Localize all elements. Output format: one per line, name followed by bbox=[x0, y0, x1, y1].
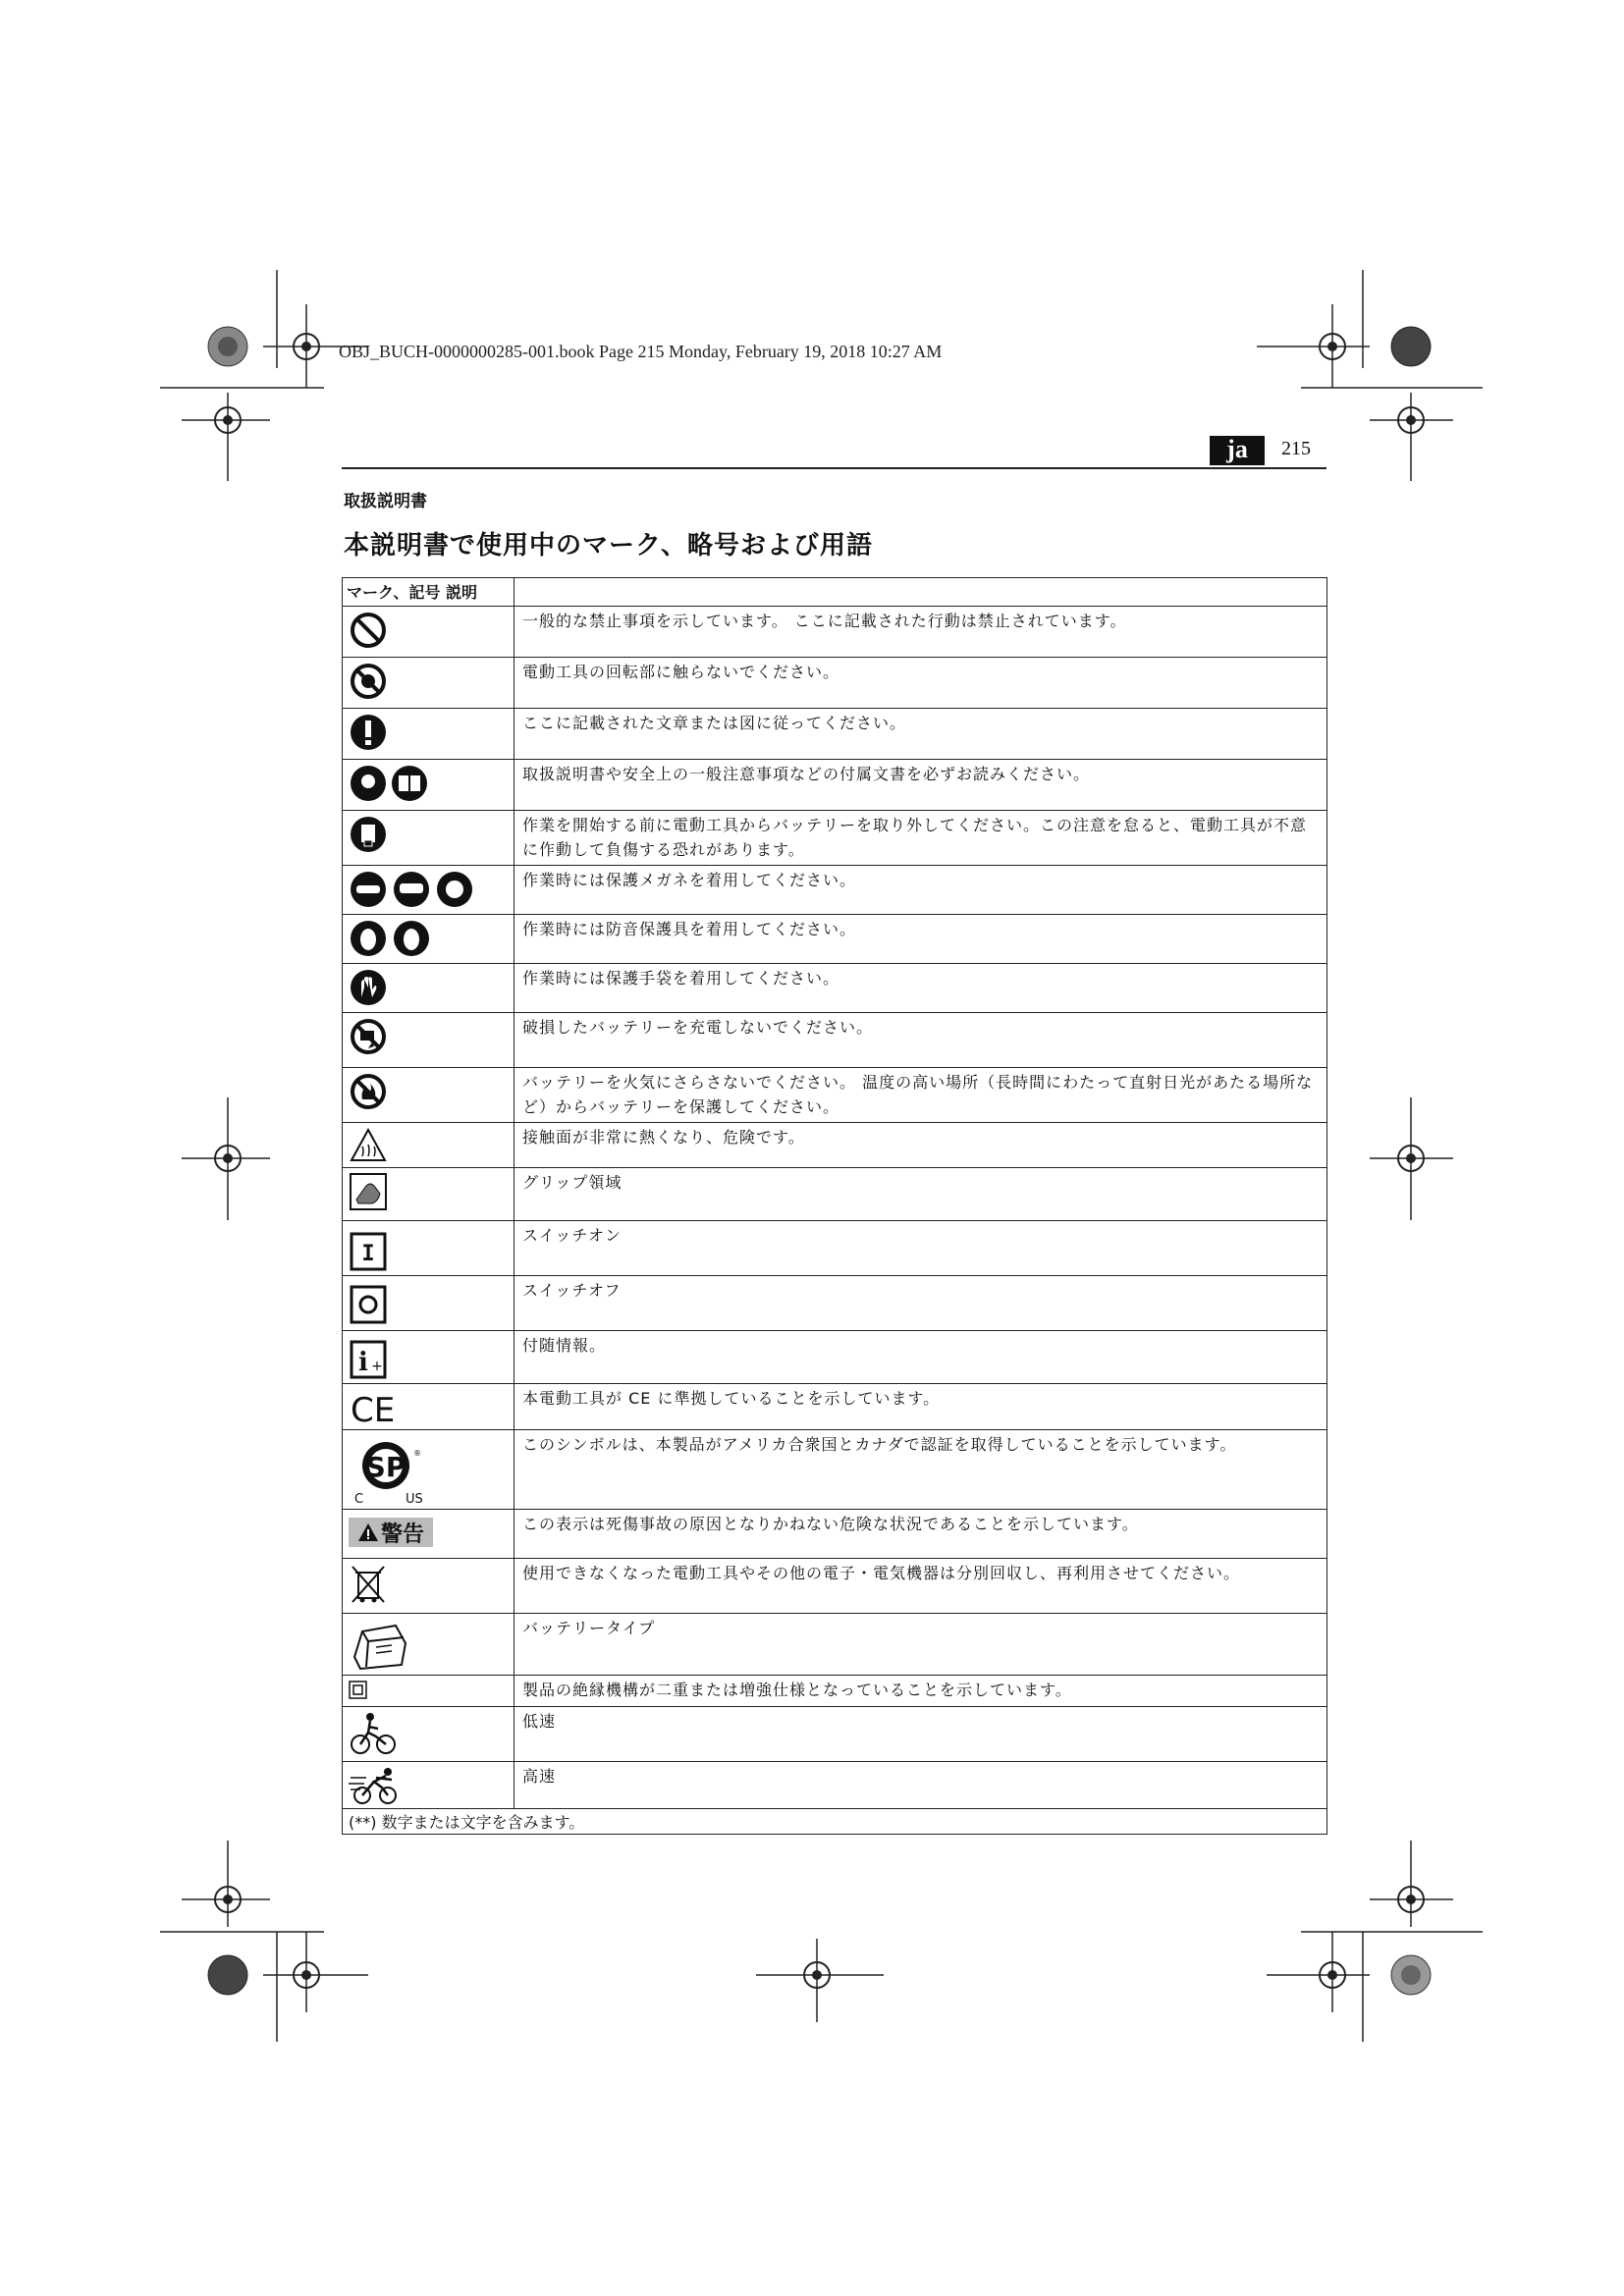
page-title: 本説明書で使用中のマーク、略号および用語 bbox=[344, 531, 873, 561]
high-speed-icon bbox=[349, 1766, 404, 1805]
table-row bbox=[343, 1384, 1327, 1430]
row-text: バッテリーを火気にさらさないでください。 温度の高い場所（長時間にわたって直射日光があたる場所など）からバッテリーを保護してください。 bbox=[514, 1068, 1327, 1123]
marks-table bbox=[342, 577, 1327, 1835]
weee-bin-icon bbox=[349, 1563, 388, 1606]
table-row bbox=[343, 1168, 1327, 1221]
csa-us-label: US bbox=[406, 1492, 423, 1507]
row-text: 本電動工具が CE に準拠していることを示しています。 bbox=[514, 1384, 1327, 1430]
table-row bbox=[343, 866, 1327, 915]
row-text: バッテリータイプ bbox=[514, 1614, 1327, 1676]
low-speed-icon bbox=[349, 1711, 398, 1756]
language-badge: ja bbox=[1210, 436, 1265, 465]
table-row bbox=[343, 1123, 1327, 1168]
table-row bbox=[343, 1707, 1327, 1762]
double-insulation-icon bbox=[349, 1681, 368, 1700]
header-rule bbox=[342, 467, 1326, 469]
footnote-row bbox=[343, 1809, 1327, 1835]
svg-text:®: ® bbox=[413, 1449, 421, 1458]
info-glyph: i bbox=[358, 1348, 368, 1377]
row-text: 高速 bbox=[514, 1762, 1327, 1809]
battery-type-icon bbox=[349, 1618, 413, 1673]
ce-glyph: CE bbox=[351, 1391, 396, 1427]
switch-off-icon bbox=[349, 1284, 388, 1325]
table-row bbox=[343, 658, 1327, 709]
section-label: 取扱説明書 bbox=[344, 492, 427, 511]
row-text: 作業時には防音保護具を着用してください。 bbox=[514, 915, 1327, 964]
no-charge-damaged-battery-icon bbox=[349, 1017, 388, 1056]
row-text: この表示は死傷事故の原因となりかねない危険な状況であることを示しています。 bbox=[514, 1510, 1327, 1559]
page-number: 215 bbox=[1281, 438, 1311, 459]
table-row bbox=[343, 1068, 1327, 1123]
read-manual-icon bbox=[349, 764, 431, 803]
table-header-row bbox=[343, 578, 1327, 607]
row-text: スイッチオフ bbox=[514, 1276, 1327, 1331]
table-row bbox=[343, 1510, 1327, 1559]
row-text: 接触面が非常に熱くなり、危険です。 bbox=[514, 1123, 1327, 1168]
row-text: 低速 bbox=[514, 1707, 1327, 1762]
remove-battery-icon bbox=[349, 815, 388, 854]
safety-glasses-icon bbox=[349, 870, 476, 909]
table-row bbox=[343, 760, 1327, 811]
file-header: OBJ_BUCH-0000000285-001.book Page 215 Monday, February 19, 2018 10:27 AM bbox=[339, 342, 943, 361]
row-text: 電動工具の回転部に触らないでください。 bbox=[514, 658, 1327, 709]
table-row bbox=[343, 709, 1327, 760]
header-symbol-label: マーク、記号 bbox=[347, 583, 441, 602]
table-row bbox=[343, 607, 1327, 658]
exclamation-icon bbox=[349, 713, 388, 752]
row-text: スイッチオン bbox=[514, 1221, 1327, 1276]
table-row bbox=[343, 811, 1327, 866]
row-text: 付随情報。 bbox=[514, 1331, 1327, 1384]
gloves-icon bbox=[349, 968, 388, 1007]
grip-area-icon bbox=[349, 1172, 388, 1211]
table-row bbox=[343, 1676, 1327, 1707]
row-text: 製品の絶縁機構が二重または増強仕様となっていることを示しています。 bbox=[514, 1676, 1327, 1707]
no-touch-rotating-icon bbox=[349, 662, 388, 701]
csa-c-label: C bbox=[354, 1492, 364, 1507]
svg-text:+: + bbox=[371, 1359, 383, 1374]
header-desc-label: 説明 bbox=[445, 583, 477, 602]
header-desc bbox=[514, 578, 1327, 607]
ear-protection-icon bbox=[349, 919, 433, 958]
row-text: グリップ領域 bbox=[514, 1168, 1327, 1221]
row-text: このシンボルは、本製品がアメリカ合衆国とカナダで認証を取得していることを示しています。 bbox=[514, 1430, 1327, 1510]
switch-on-icon bbox=[349, 1231, 388, 1272]
table-row bbox=[343, 1559, 1327, 1614]
row-text: 取扱説明書や安全上の一般注意事項などの付属文書を必ずお読みください。 bbox=[514, 760, 1327, 811]
row-text: 作業時には保護メガネを着用してください。 bbox=[514, 866, 1327, 915]
no-fire-battery-icon bbox=[349, 1072, 388, 1111]
header-symbol bbox=[343, 578, 514, 607]
table-row bbox=[343, 964, 1327, 1013]
switch-on-glyph: I bbox=[361, 1242, 375, 1266]
table-row bbox=[343, 1614, 1327, 1676]
row-text: 破損したバッテリーを充電しないでください。 bbox=[514, 1013, 1327, 1068]
table-row bbox=[343, 1013, 1327, 1068]
hot-surface-icon bbox=[349, 1127, 388, 1164]
table-row bbox=[343, 915, 1327, 964]
warning-label-icon bbox=[349, 1518, 433, 1547]
table-row bbox=[343, 1221, 1327, 1276]
table-row bbox=[343, 1331, 1327, 1384]
footnote: (**) 数字または文字を含みます。 bbox=[343, 1809, 1327, 1835]
prohibition-icon bbox=[349, 611, 388, 650]
table-row bbox=[343, 1762, 1327, 1809]
row-text: 作業を開始する前に電動工具からバッテリーを取り外してください。この注意を怠ると、電動工具が不意に作動して負傷する恐れがあります。 bbox=[514, 811, 1327, 866]
row-text: 一般的な禁止事項を示しています。 ここに記載された行動は禁止されています。 bbox=[514, 607, 1327, 658]
csa-glyph: SP bbox=[365, 1451, 406, 1483]
ce-mark-icon bbox=[349, 1390, 398, 1427]
row-text: 作業時には保護手袋を着用してください。 bbox=[514, 964, 1327, 1013]
info-icon bbox=[349, 1339, 388, 1380]
row-text: ここに記載された文章または図に従ってください。 bbox=[514, 709, 1327, 760]
csa-mark-icon bbox=[349, 1434, 437, 1507]
table-row bbox=[343, 1430, 1327, 1510]
warning-word: 警告 bbox=[380, 1522, 424, 1547]
table-row bbox=[343, 1276, 1327, 1331]
row-text: 使用できなくなった電動工具やその他の電子・電気機器は分別回収し、再利用させてください。 bbox=[514, 1559, 1327, 1614]
